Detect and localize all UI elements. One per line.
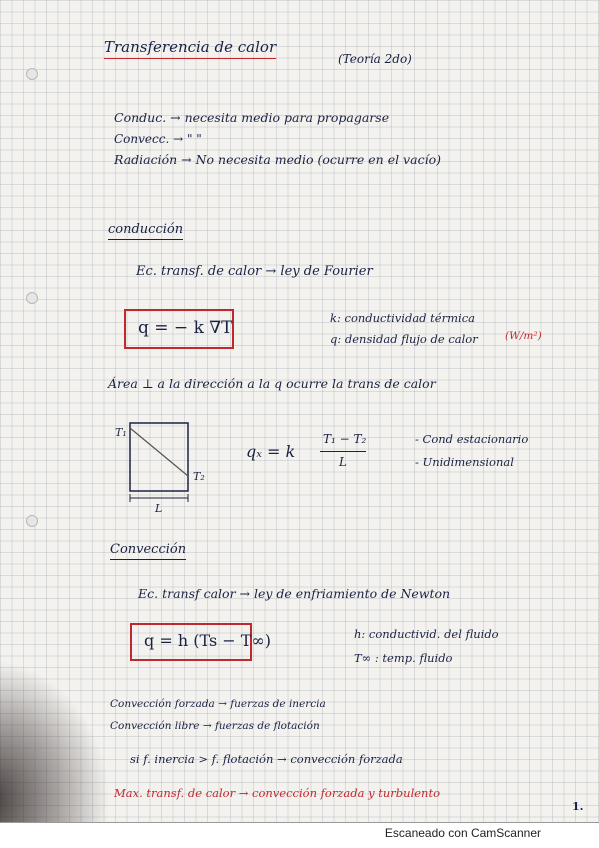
comparison-rule: si f. inercia > f. flotación → convección forzada — [130, 752, 403, 766]
max-transfer-line: Max. transf. de calor → convección forzada y turbulento — [114, 786, 440, 800]
free-convection-line: Convección libre → fuerzas de flotación — [110, 720, 320, 732]
fourier-law-line: Ec. transf. de calor → ley de Fourier — [136, 264, 373, 279]
newton-formula-box — [130, 623, 271, 661]
newton-formula: q = h (Ts − T∞) — [144, 631, 271, 650]
tinf-definition: T∞ : temp. fluido — [354, 651, 453, 665]
footer-divider — [0, 822, 599, 823]
temperature-profile-line — [130, 428, 188, 476]
k-definition: k: conductividad térmica — [330, 311, 475, 325]
section-heading-convection: Convección — [110, 542, 186, 560]
binder-hole — [26, 68, 38, 80]
wall-rectangle — [130, 423, 188, 491]
qx-denominator: L — [339, 455, 347, 469]
newton-law-line: Ec. transf calor → ley de enfriamiento de Newton — [138, 586, 451, 601]
forced-convection-line: Convección forzada → fuerzas de inercia — [110, 698, 326, 710]
section-heading-conduction: conducción — [108, 222, 183, 240]
fourier-formula: q = − k ∇T — [138, 318, 233, 338]
qx-numerator: T₁ − T₂ — [323, 432, 367, 446]
note-one-dimensional: - Unidimensional — [415, 455, 514, 469]
h-definition: h: conductivid. del fluido — [354, 627, 499, 641]
scanner-footer — [0, 822, 599, 848]
binder-hole — [26, 292, 38, 304]
qx-formula-left: qₓ = k — [246, 442, 296, 461]
page-title: Transferencia de calor — [104, 38, 276, 59]
fourier-formula-box — [124, 309, 234, 349]
area-note: Área ⊥ a la dirección a la q ocurre la trans de calor — [108, 376, 436, 391]
page-mark: 1. — [572, 800, 584, 813]
fraction-bar — [320, 451, 366, 452]
binder-hole — [26, 515, 38, 527]
page-subtitle: (Teoría 2do) — [338, 52, 412, 66]
scan-shadow — [0, 660, 110, 822]
intro-line-convection: Convecc. → " " — [114, 132, 202, 146]
note-steady-state: - Cond estacionario — [415, 432, 529, 446]
intro-line-conduction: Conduc. → necesita medio para propagarse — [114, 110, 390, 125]
intro-line-radiation: Radiación → No necesita medio (ocurre en el vacío) — [114, 152, 441, 167]
t1-label: T₁ — [115, 426, 127, 439]
q-units: (W/m²) — [505, 330, 542, 342]
length-label: L — [155, 502, 163, 515]
t2-label: T₂ — [193, 470, 205, 483]
q-definition: q: densidad flujo de calor — [330, 332, 478, 346]
scanner-watermark: Escaneado con CamScanner — [384, 826, 541, 840]
